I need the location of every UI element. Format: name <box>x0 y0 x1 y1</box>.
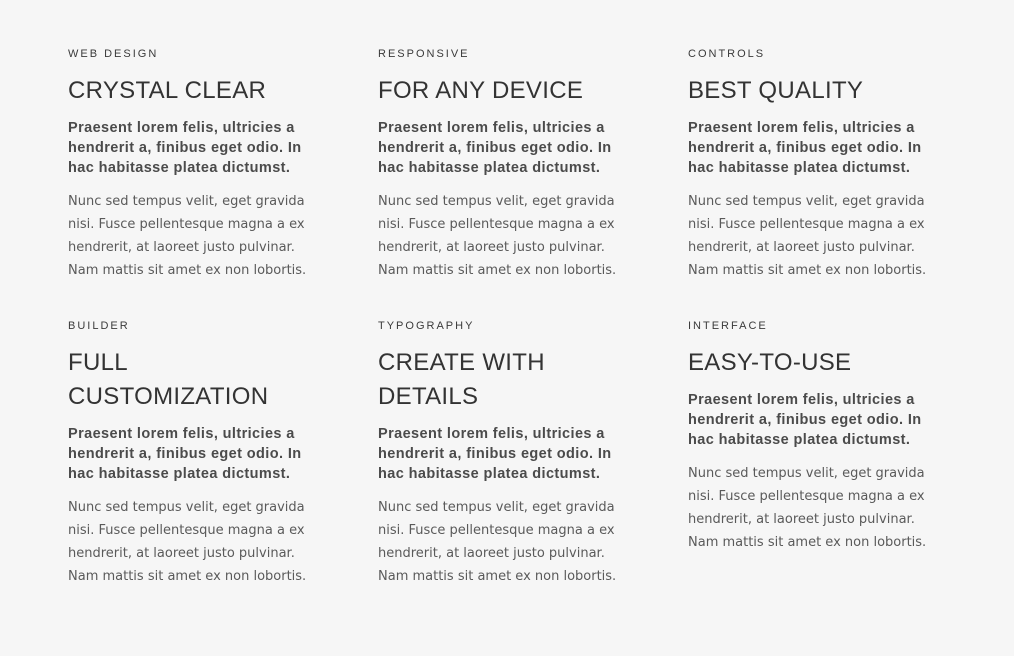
feature-card-typography <box>378 318 638 588</box>
feature-body: Nunc sed tempus velit, eget gravida nisi. Fusce pellentesque magna a ex hendrerit, at laoreet justo pulvinar. Nam mattis sit amet ex non lobortis. <box>688 194 927 278</box>
feature-eyebrow: RESPONSIVE <box>378 48 470 60</box>
feature-card-interface <box>688 318 948 588</box>
feature-body: Nunc sed tempus velit, eget gravida nisi. Fusce pellentesque magna a ex hendrerit, at laoreet justo pulvinar. Nam mattis sit amet ex non lobortis. <box>378 500 617 584</box>
feature-lead: Praesent lorem felis, ultricies a hendrerit a, finibus eget odio. In hac habitasse platea dictumst. <box>688 392 922 448</box>
feature-card-responsive <box>378 46 638 282</box>
feature-body: Nunc sed tempus velit, eget gravida nisi. Fusce pellentesque magna a ex hendrerit, at laoreet justo pulvinar. Nam mattis sit amet ex non lobortis. <box>378 194 617 278</box>
feature-body: Nunc sed tempus velit, eget gravida nisi. Fusce pellentesque magna a ex hendrerit, at laoreet justo pulvinar. Nam mattis sit amet ex non lobortis. <box>68 500 307 584</box>
feature-eyebrow: TYPOGRAPHY <box>378 320 475 332</box>
feature-title: FULL CUSTOMIZATION <box>68 349 269 410</box>
feature-lead: Praesent lorem felis, ultricies a hendrerit a, finibus eget odio. In hac habitasse platea dictumst. <box>378 120 612 176</box>
feature-card-controls <box>688 46 948 282</box>
feature-title: FOR ANY DEVICE <box>378 77 584 104</box>
feature-title: BEST QUALITY <box>688 77 864 104</box>
feature-body: Nunc sed tempus velit, eget gravida nisi. Fusce pellentesque magna a ex hendrerit, at laoreet justo pulvinar. Nam mattis sit amet ex non lobortis. <box>688 466 927 550</box>
feature-title: EASY-TO-USE <box>688 349 852 376</box>
feature-eyebrow: BUILDER <box>68 320 130 332</box>
feature-title: CREATE WITH DETAILS <box>378 349 545 410</box>
feature-eyebrow: INTERFACE <box>688 320 768 332</box>
feature-lead: Praesent lorem felis, ultricies a hendrerit a, finibus eget odio. In hac habitasse platea dictumst. <box>688 120 922 176</box>
feature-body: Nunc sed tempus velit, eget gravida nisi. Fusce pellentesque magna a ex hendrerit, at laoreet justo pulvinar. Nam mattis sit amet ex non lobortis. <box>68 194 307 278</box>
feature-lead: Praesent lorem felis, ultricies a hendrerit a, finibus eget odio. In hac habitasse platea dictumst. <box>68 120 302 176</box>
feature-lead: Praesent lorem felis, ultricies a hendrerit a, finibus eget odio. In hac habitasse platea dictumst. <box>68 426 302 482</box>
feature-lead: Praesent lorem felis, ultricies a hendrerit a, finibus eget odio. In hac habitasse platea dictumst. <box>378 426 612 482</box>
feature-eyebrow: WEB DESIGN <box>68 48 159 60</box>
feature-eyebrow: CONTROLS <box>688 48 766 60</box>
feature-title: CRYSTAL CLEAR <box>68 77 267 104</box>
features-grid <box>68 46 968 588</box>
feature-card-web-design <box>68 46 328 282</box>
feature-card-builder <box>68 318 328 588</box>
